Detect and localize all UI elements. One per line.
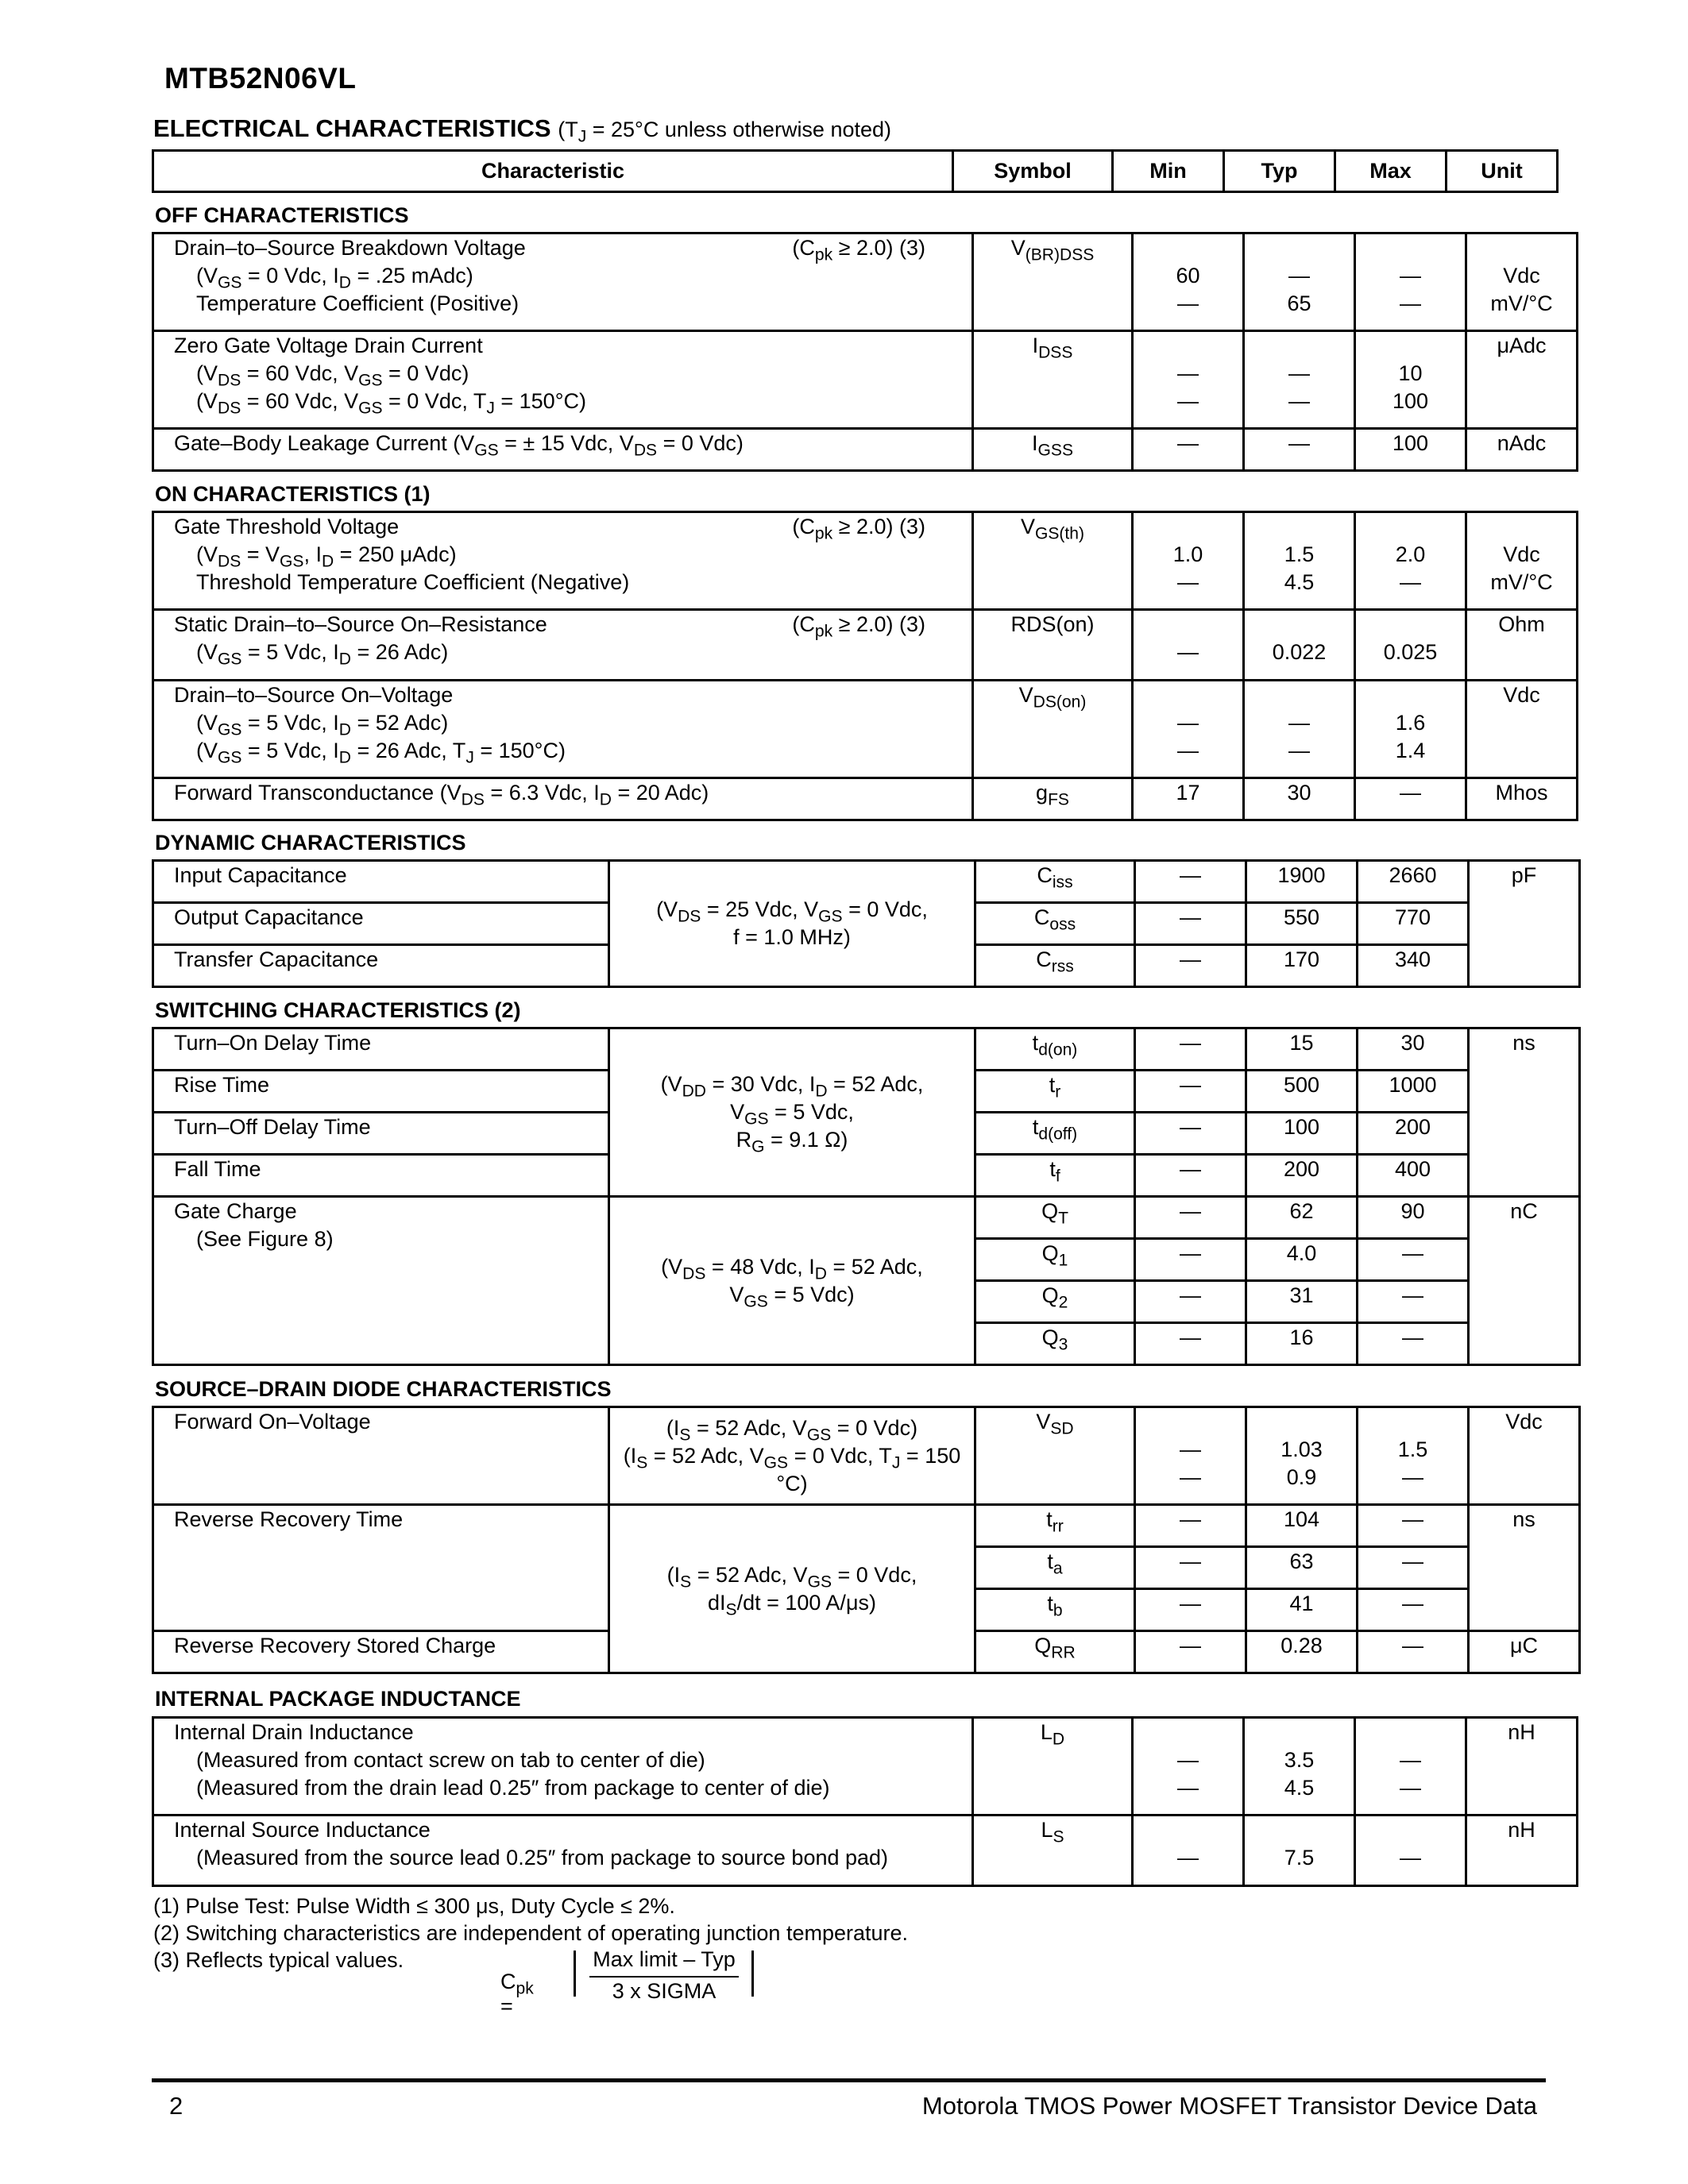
heading-note: ($T_J = 25^\circ C$ unless otherwise noted): [558, 118, 892, 146]
col-symbol: Symbol: [953, 151, 1113, 192]
part-number: MTB52N06VL: [164, 62, 357, 95]
unit-cell: nH: [1466, 1815, 1578, 1886]
typ-cell: 41: [1246, 1589, 1358, 1631]
table-row: [153, 681, 1578, 778]
typ-cell: 1.03 0.9: [1246, 1407, 1358, 1505]
fraction-line: [589, 1976, 739, 1978]
char-cell: Reverse Recovery Time: [153, 1505, 609, 1631]
typ-cell: 200: [1246, 1155, 1358, 1197]
typ-cell: 62: [1246, 1197, 1358, 1239]
char-cell: Static Drain–to–Source On–Resistance $(C_{pk} \ge 2.0)$ (3) ($V_{GS} = 5$ Vdc, $I_D = 26$ Adc): [153, 610, 973, 681]
symbol-cell: $C_{rss}$: [975, 945, 1135, 987]
section-switching: SWITCHING CHARACTERISTICS (2): [155, 998, 521, 1022]
typ-cell: 100: [1246, 1113, 1358, 1155]
unit-cell: Vdc mV/°C: [1466, 233, 1578, 331]
char-cell: Forward Transconductance ($V_{DS} = 6.3$ Vdc, $I_D = 20$ Adc): [153, 778, 973, 820]
max-cell: 100: [1355, 429, 1466, 471]
symbol-cell: $t_{rr}$: [975, 1505, 1135, 1547]
unit-cell: ns: [1469, 1028, 1580, 1197]
min-cell: —: [1135, 1239, 1246, 1281]
max-cell: 30: [1358, 1028, 1469, 1071]
symbol-cell: $V_{GS(th)}$: [973, 512, 1133, 610]
switching-table: [152, 1027, 1581, 1366]
section-inductance: INTERNAL PACKAGE INDUCTANCE: [155, 1687, 521, 1711]
table-row: [153, 1815, 1578, 1886]
max-cell: —: [1358, 1505, 1469, 1547]
heading-title: ELECTRICAL CHARACTERISTICS: [153, 114, 551, 142]
on-table: [152, 511, 1578, 821]
max-cell: 400: [1358, 1155, 1469, 1197]
min-cell: —: [1135, 1155, 1246, 1197]
max-cell: 10 100: [1355, 331, 1466, 429]
condition-cell: ($V_{DS} = 48$ Vdc, $I_D = 52$ Adc, $V_{GS} = 5$ Vdc): [609, 1197, 975, 1365]
typ-cell: 16: [1246, 1323, 1358, 1365]
table-row: [153, 1028, 1580, 1071]
condition-cell: ($I_S = 52$ Adc, $V_{GS} = 0$ Vdc) ($I_S = 52$ Adc, $V_{GS} = 0$ Vdc, $T_J = 150$ °C): [609, 1407, 975, 1505]
section-off: OFF CHARACTERISTICS: [155, 203, 409, 227]
typ-cell: 0.022: [1244, 610, 1355, 681]
char-cell: Forward On–Voltage: [153, 1407, 609, 1505]
col-unit: Unit: [1447, 151, 1558, 192]
table-row: [153, 331, 1578, 429]
symbol-cell: $C_{iss}$: [975, 861, 1135, 903]
typ-cell: 15: [1246, 1028, 1358, 1071]
symbol-cell: $t_{d(off)}$: [975, 1113, 1135, 1155]
table-header-row: [153, 151, 1558, 192]
symbol-cell: $t_r$: [975, 1071, 1135, 1113]
min-cell: —: [1135, 1281, 1246, 1323]
header-row-table: [152, 149, 1559, 193]
min-cell: 1.0 —: [1133, 512, 1244, 610]
cpk-lhs: $C_{pk}$ =: [500, 1970, 534, 2018]
typ-cell: 500: [1246, 1071, 1358, 1113]
typ-cell: 170: [1246, 945, 1358, 987]
min-cell: —: [1135, 1631, 1246, 1673]
min-cell: —: [1135, 1197, 1246, 1239]
unit-cell: ns: [1469, 1505, 1580, 1631]
char-cell: Fall Time: [153, 1155, 609, 1197]
min-cell: 60 —: [1133, 233, 1244, 331]
unit-cell: nAdc: [1466, 429, 1578, 471]
max-cell: —: [1358, 1239, 1469, 1281]
min-cell: — —: [1133, 1718, 1244, 1815]
char-cell: Gate Threshold Voltage $(C_{pk} \ge 2.0)$ (3) ($V_{DS} = V_{GS}$, $I_D = 250$ μAdc) Threshold Temperature Coefficient (Negative): [153, 512, 973, 610]
condition-cell: ($I_S = 52$ Adc, $V_{GS} = 0$ Vdc, $dI_S/dt = 100$ A/μs): [609, 1505, 975, 1673]
table-row: [153, 1407, 1580, 1505]
min-cell: —: [1135, 1547, 1246, 1589]
section-dynamic: DYNAMIC CHARACTERISTICS: [155, 831, 466, 855]
symbol-cell: $Q_{RR}$: [975, 1631, 1135, 1673]
min-cell: —: [1135, 861, 1246, 903]
min-cell: —: [1135, 945, 1246, 987]
section-source-drain: SOURCE–DRAIN DIODE CHARACTERISTICS: [155, 1377, 612, 1401]
typ-cell: 30: [1244, 778, 1355, 820]
col-typ: Typ: [1224, 151, 1335, 192]
max-cell: 1.6 1.4: [1355, 681, 1466, 778]
col-max: Max: [1335, 151, 1447, 192]
min-cell: —: [1135, 1071, 1246, 1113]
unit-cell: Vdc mV/°C: [1466, 512, 1578, 610]
min-cell: —: [1135, 903, 1246, 945]
max-cell: 90: [1358, 1197, 1469, 1239]
unit-cell: pF: [1469, 861, 1580, 987]
min-cell: —: [1133, 1815, 1244, 1886]
symbol-cell: $I_{GSS}$: [973, 429, 1133, 471]
page-heading: [153, 114, 892, 146]
max-cell: —: [1358, 1589, 1469, 1631]
symbol-cell: $V_{(BR)DSS}$: [973, 233, 1133, 331]
typ-cell: — —: [1244, 681, 1355, 778]
char-cell: Internal Drain Inductance (Measured from contact screw on tab to center of die) (Measured from the drain lead 0.25″ from package to center of die): [153, 1718, 973, 1815]
abs-bar-left: [574, 1951, 576, 1997]
page-number: 2: [169, 2092, 183, 2120]
symbol-cell: $t_f$: [975, 1155, 1135, 1197]
note-3: (3) Reflects typical values.: [153, 1948, 404, 1972]
min-cell: —: [1135, 1113, 1246, 1155]
min-cell: —: [1135, 1505, 1246, 1547]
max-cell: 770: [1358, 903, 1469, 945]
symbol-cell: $g_{FS}$: [973, 778, 1133, 820]
table-row: [153, 610, 1578, 681]
char-cell: Internal Source Inductance (Measured from the source lead 0.25″ from package to source bond pad): [153, 1815, 973, 1886]
section-on: ON CHARACTERISTICS (1): [155, 482, 431, 506]
char-cell: Drain–to–Source On–Voltage ($V_{GS} = 5$ Vdc, $I_D = 52$ Adc) ($V_{GS} = 5$ Vdc, $I_D = 26$ Adc, $T_J = 150^\circ C$): [153, 681, 973, 778]
abs-bar-right: [751, 1951, 754, 1997]
inductance-table: [152, 1716, 1578, 1887]
max-cell: 2660: [1358, 861, 1469, 903]
symbol-cell: $L_S$: [973, 1815, 1133, 1886]
min-cell: —: [1135, 1028, 1246, 1071]
dynamic-table: [152, 859, 1581, 988]
typ-cell: — —: [1244, 331, 1355, 429]
symbol-cell: $V_{DS(on)}$: [973, 681, 1133, 778]
table-row: [153, 512, 1578, 610]
footer-title: Motorola TMOS Power MOSFET Transistor Device Data: [921, 2092, 1537, 2120]
unit-cell: Vdc: [1469, 1407, 1580, 1505]
min-cell: — —: [1135, 1407, 1246, 1505]
table-row: [153, 1718, 1578, 1815]
symbol-cell: $Q_1$: [975, 1239, 1135, 1281]
unit-cell: nC: [1469, 1197, 1580, 1365]
max-cell: 0.025: [1355, 610, 1466, 681]
typ-cell: 31: [1246, 1281, 1358, 1323]
symbol-cell: $C_{oss}$: [975, 903, 1135, 945]
char-cell: Reverse Recovery Stored Charge: [153, 1631, 609, 1673]
char-cell: Turn–Off Delay Time: [153, 1113, 609, 1155]
symbol-cell: $t_{d(on)}$: [975, 1028, 1135, 1071]
symbol-cell: $Q_2$: [975, 1281, 1135, 1323]
symbol-cell: $t_b$: [975, 1589, 1135, 1631]
col-min: Min: [1113, 151, 1224, 192]
unit-cell: Ohm: [1466, 610, 1578, 681]
char-cell: Rise Time: [153, 1071, 609, 1113]
max-cell: — —: [1355, 1718, 1466, 1815]
table-row: [153, 778, 1578, 820]
max-cell: 2.0 —: [1355, 512, 1466, 610]
typ-cell: —: [1244, 429, 1355, 471]
typ-cell: 550: [1246, 903, 1358, 945]
char-cell: Drain–to–Source Breakdown Voltage $(C_{pk} \ge 2.0)$ (3) ($V_{GS} = 0$ Vdc, $I_D = .25$ mAdc) Temperature Coefficient (Positive): [153, 233, 973, 331]
table-row: [153, 429, 1578, 471]
max-cell: —: [1358, 1631, 1469, 1673]
max-cell: —: [1355, 1815, 1466, 1886]
char-cell: Transfer Capacitance: [153, 945, 609, 987]
footer-rule: [152, 2078, 1546, 2082]
unit-cell: Vdc: [1466, 681, 1578, 778]
char-cell: Gate Charge (See Figure 8): [153, 1197, 609, 1365]
unit-cell: nH: [1466, 1718, 1578, 1815]
max-cell: —: [1355, 778, 1466, 820]
typ-cell: 7.5: [1244, 1815, 1355, 1886]
note-2: (2) Switching characteristics are independent of operating junction temperature.: [153, 1921, 909, 1945]
min-cell: 17: [1133, 778, 1244, 820]
symbol-cell: $V_{SD}$: [975, 1407, 1135, 1505]
char-cell: Turn–On Delay Time: [153, 1028, 609, 1071]
table-row: [153, 861, 1580, 903]
typ-cell: 104: [1246, 1505, 1358, 1547]
table-row: [153, 1505, 1580, 1547]
typ-cell: 63: [1246, 1547, 1358, 1589]
symbol-cell: $I_{DSS}$: [973, 331, 1133, 429]
max-cell: —: [1358, 1547, 1469, 1589]
source-drain-table: [152, 1406, 1581, 1674]
max-cell: 340: [1358, 945, 1469, 987]
off-table: [152, 232, 1578, 472]
unit-cell: μAdc: [1466, 331, 1578, 429]
unit-cell: Mhos: [1466, 778, 1578, 820]
typ-cell: 4.0: [1246, 1239, 1358, 1281]
symbol-cell: $L_D$: [973, 1718, 1133, 1815]
symbol-cell: RDS(on): [973, 610, 1133, 681]
symbol-cell: $Q_T$: [975, 1197, 1135, 1239]
char-cell: Input Capacitance: [153, 861, 609, 903]
char-cell: Gate–Body Leakage Current ($V_{GS}$ = ± 15 Vdc, $V_{DS} = 0$ Vdc): [153, 429, 973, 471]
typ-cell: 0.28: [1246, 1631, 1358, 1673]
min-cell: — —: [1133, 331, 1244, 429]
table-row: [153, 1197, 1580, 1239]
max-cell: 1.5 —: [1358, 1407, 1469, 1505]
max-cell: 200: [1358, 1113, 1469, 1155]
cpk-denominator: 3 x SIGMA: [612, 1979, 717, 2003]
typ-cell: 3.5 4.5: [1244, 1718, 1355, 1815]
min-cell: —: [1135, 1589, 1246, 1631]
min-cell: — —: [1133, 681, 1244, 778]
char-cell: Zero Gate Voltage Drain Current ($V_{DS} = 60$ Vdc, $V_{GS} = 0$ Vdc) ($V_{DS} = 60$ Vdc, $V_{GS} = 0$ Vdc, $T_J = 150^\circ C$): [153, 331, 973, 429]
min-cell: —: [1135, 1323, 1246, 1365]
condition-cell: ($V_{DD} = 30$ Vdc, $I_D = 52$ Adc, $V_{GS} = 5$ Vdc, $R_G = 9.1$ Ω): [609, 1028, 975, 1197]
max-cell: —: [1358, 1323, 1469, 1365]
char-cell: Output Capacitance: [153, 903, 609, 945]
col-characteristic: Characteristic: [153, 151, 953, 192]
note-1: (1) Pulse Test: Pulse Width ≤ 300 μs, Duty Cycle ≤ 2%.: [153, 1894, 675, 1918]
max-cell: — —: [1355, 233, 1466, 331]
unit-cell: μC: [1469, 1631, 1580, 1673]
typ-cell: 1.5 4.5: [1244, 512, 1355, 610]
symbol-cell: $Q_3$: [975, 1323, 1135, 1365]
typ-cell: 1900: [1246, 861, 1358, 903]
symbol-cell: $t_a$: [975, 1547, 1135, 1589]
condition-cell: ($V_{DS} = 25$ Vdc, $V_{GS} = 0$ Vdc, f = 1.0 MHz): [609, 861, 975, 987]
max-cell: —: [1358, 1281, 1469, 1323]
table-row: [153, 233, 1578, 331]
min-cell: —: [1133, 429, 1244, 471]
cpk-numerator: Max limit – Typ: [593, 1947, 736, 1971]
typ-cell: — 65: [1244, 233, 1355, 331]
min-cell: —: [1133, 610, 1244, 681]
max-cell: 1000: [1358, 1071, 1469, 1113]
